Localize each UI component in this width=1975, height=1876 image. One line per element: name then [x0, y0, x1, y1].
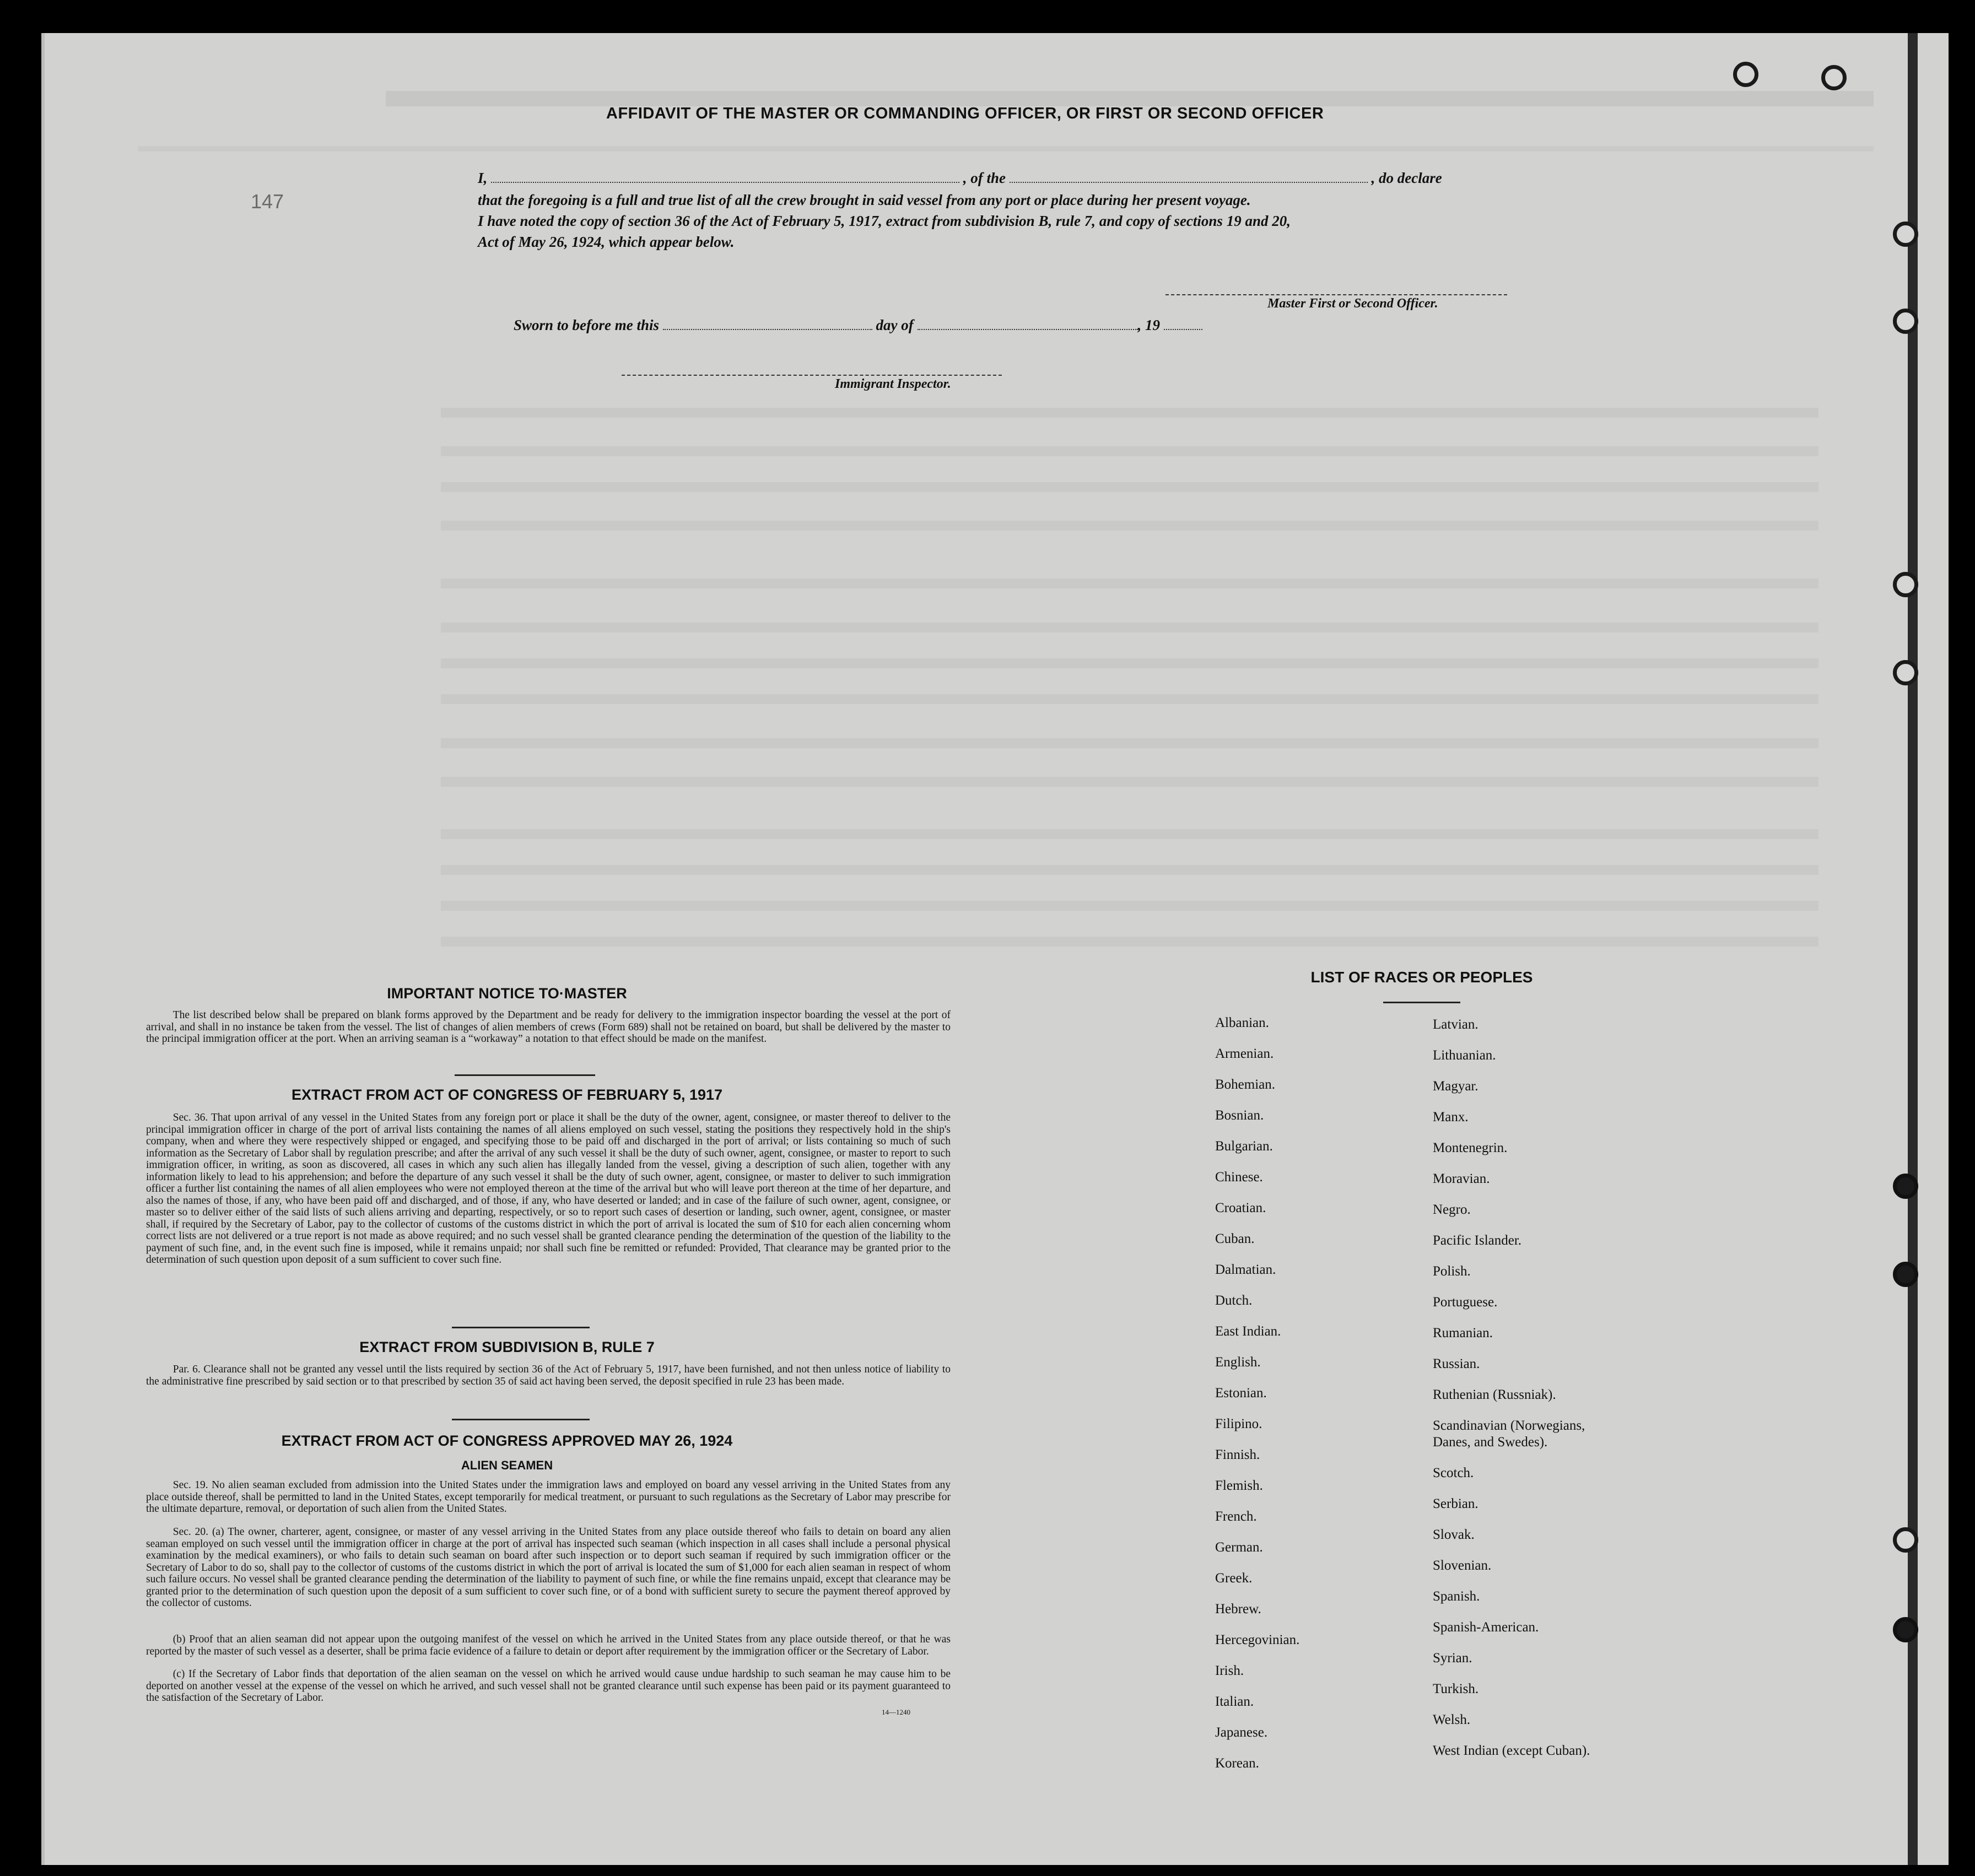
extract-1917-heading: EXTRACT FROM ACT OF CONGRESS OF FEBRUARY 5, 1917 — [291, 1086, 723, 1103]
sec20c-text: (c) If the Secretary of Labor finds that deportation of the alien seaman on the vessel on which he arrived would cause undue hardship to such seaman he may cause him to be deported on another vessel at the expense of the vessel on which he arrived, and such vessel shall not be granted clearance until such expense has been paid or its payment guaranteed to the satisfaction of the Secretary of Labor. — [146, 1668, 951, 1704]
race-item: East Indian. — [1215, 1324, 1281, 1339]
divider — [452, 1327, 590, 1328]
page-edge — [1908, 33, 1918, 1865]
sec20a-text: Sec. 20. (a) The owner, charterer, agent, consignee, or master of any vessel arriving in the United States from any place outside thereof who fails to detain on board any alien seaman employed on such vessel until the immigration officer in charge at the port of arrival has inspected such seaman (which inspection in all cases shall include a personal physical examination by the medical examiners), or who fails to detain such seaman on board after such inspection or to deport such seaman if required by such immigration officer or the Secretary of Labor to do so, shall pay to the collector of customs of the customs district in which the port of arrival is located the sum of $1,000 for each alien seaman in respect of whom such failure occurs. No vessel shall be granted clearance pending the determination of the liability to payment of such fine, or while the fine remains unpaid, except that clearance may be granted prior to the determination of such question upon the deposit of a sum sufficient to cover such fine, or of a bond with sufficient surety to secure the payment thereof approved by the collector of customs. — [146, 1526, 951, 1609]
race-item: Greek. — [1215, 1571, 1253, 1586]
binder-hole-icon — [1893, 1174, 1918, 1199]
race-item: Slovenian. — [1433, 1558, 1492, 1573]
race-item: Russian. — [1433, 1356, 1480, 1371]
master-signature-label: Master First or Second Officer. — [1267, 296, 1438, 311]
race-item: Armenian. — [1215, 1046, 1274, 1061]
binder-hole-icon — [1893, 572, 1918, 597]
master-signature-line[interactable] — [1165, 294, 1507, 295]
binder-hole-icon — [1733, 62, 1758, 87]
race-item: Irish. — [1215, 1663, 1244, 1678]
race-item: Magyar. — [1433, 1079, 1478, 1094]
race-item: Hercegovinian. — [1215, 1632, 1300, 1647]
race-item: Cuban. — [1215, 1231, 1255, 1246]
name-blank[interactable] — [491, 172, 959, 183]
notice-text: The list described below shall be prepared on blank forms approved by the Department and be ready for delivery to the immigration inspector boarding the vessel at the port of arrival, and shall in no instance be taken from the vessel. The list of changes of alien members of crews (Form 689) shall not be retained on board, but shall be delivered by the master to the principal immigration officer at the port. When an arriving seaman is a “workaway” a notation to that effect should be made on the manifest. — [146, 1009, 951, 1045]
binder-hole-icon — [1893, 1527, 1918, 1553]
race-item: Dalmatian. — [1215, 1262, 1276, 1277]
notice-heading: IMPORTANT NOTICE TO·MASTER — [387, 985, 627, 1002]
affidavit-title: AFFIDAVIT OF THE MASTER OR COMMANDING OFFICER, OR FIRST OR SECOND OFFICER — [606, 105, 1324, 122]
race-item: English. — [1215, 1355, 1261, 1370]
races-title: LIST OF RACES OR PEOPLES — [1310, 969, 1533, 986]
extract-1917-text: Sec. 36. That upon arrival of any vessel in the United States from any foreign port or place it shall be the duty of the owner, agent, consignee, or master thereof to deliver to the principal immigration officer in charge of the port of arrival lists containing the names of all aliens employed on such vessel, stating the positions they respectively hold in the ship's company, when and where they were respectively shipped or engaged, and specifying those to be paid off and discharged in the port of arrival; or lists containing so much of such information as the Secretary of Labor shall by regulation prescribe; and after the arrival of any such vessel it shall be the duty of such owner, agent, consignee, or master to report to such immigration officer, in writing, as soon as discovered, all cases in which any such alien has illegally landed from the vessel, giving a description of such alien, together with any information likely to lead to his apprehension; and before the departure of any such vessel it shall be the duty of such owner, agent, consignee, or master to deliver to such immigration officer a further list containing the names of all alien employees who were not employed thereon at the time of the arrival but who will leave port thereon at the time of her departure, and also the names of those, if any, who have been paid off and discharged, and of those, if any, who have deserted or landed; and in case of the failure of such owner, agent, consignee, or master so to deliver either of the said lists of such aliens arriving and departing, respectively, or so to report such cases of desertion or landing, such owner, agent, consignee, or master shall, if required by the Secretary of Labor, pay to the collector of customs of the customs district in which the port of arrival is located the sum of $10 for each alien concerning whom correct lists are not delivered or a true report is not made as above required; and no such vessel shall be granted clearance pending the determination of the question of the liability to the payment of such fine, and, in the event such fine is imposed, while it remains unpaid; nor shall such fine be remitted or refunded: Provided, That clearance may be granted prior to the determination of such question upon deposit of a sum sufficient to cover such fine. — [146, 1112, 951, 1266]
race-item: Japanese. — [1215, 1725, 1268, 1740]
race-item: Croatian. — [1215, 1201, 1266, 1215]
extract-1924-heading: EXTRACT FROM ACT OF CONGRESS APPROVED MAY 26, 1924 — [281, 1432, 733, 1449]
divider — [1383, 1002, 1460, 1003]
race-item: Korean. — [1215, 1756, 1259, 1771]
binder-hole-icon — [1821, 65, 1847, 90]
margin-page-number: 147 — [251, 190, 284, 213]
affidavit-line-3: I have noted the copy of section 36 of the Act of February 5, 1917, extract from subdivision B, rule 7, and copy of sections 19 and 20, — [478, 213, 1291, 229]
affidavit-line-4: Act of May 26, 1924, which appear below. — [478, 234, 735, 250]
race-item: Latvian. — [1433, 1017, 1478, 1032]
binder-hole-icon — [1893, 1262, 1918, 1287]
sworn-month-blank[interactable] — [918, 319, 1138, 330]
sec19-text: Sec. 19. No alien seaman excluded from admission into the United States under the immigration laws and employed on board any vessel arriving in the United States from any place outside thereof, shall be permitted to land in the United States, except temporarily for medical treatment, or pursuant to such regulations as the Secretary of Labor may prescribe for the ultimate departure, removal, or deportation of such alien from the United States. — [146, 1479, 951, 1515]
race-item: Hebrew. — [1215, 1602, 1261, 1617]
race-item: Spanish-American. — [1433, 1620, 1539, 1635]
race-item: Italian. — [1215, 1694, 1254, 1709]
alien-seamen-subheading: ALIEN SEAMEN — [461, 1458, 553, 1472]
binder-hole-icon — [1893, 221, 1918, 247]
race-item: Filipino. — [1215, 1417, 1262, 1431]
race-item: Scotch. — [1433, 1466, 1474, 1480]
race-item: Spanish. — [1433, 1589, 1480, 1604]
race-item: Albanian. — [1215, 1015, 1269, 1030]
race-item: Flemish. — [1215, 1478, 1263, 1493]
vessel-blank[interactable] — [1010, 172, 1368, 183]
race-item: German. — [1215, 1540, 1263, 1555]
race-item: Dutch. — [1215, 1293, 1253, 1308]
race-item: Danes, and Swedes). — [1433, 1435, 1548, 1450]
race-item: Syrian. — [1433, 1651, 1472, 1666]
binder-hole-icon — [1893, 309, 1918, 334]
race-item: Portuguese. — [1433, 1295, 1498, 1310]
race-item: Manx. — [1433, 1110, 1469, 1124]
race-item: Rumanian. — [1433, 1326, 1493, 1340]
sworn-year-blank[interactable] — [1164, 319, 1202, 330]
extract-rule7-text: Par. 6. Clearance shall not be granted any vessel until the lists required by section 36 of the Act of February 5, 1917, have been furnished, and not then unless notice of liability to the administrative fine prescribed by said section or to that prescribed by section 35 of said act having been served, the deposit specified in rule 23 has been made. — [146, 1364, 951, 1387]
race-item: Estonian. — [1215, 1386, 1267, 1401]
inspector-signature-line[interactable] — [622, 375, 1002, 376]
race-item: Bosnian. — [1215, 1108, 1264, 1123]
inspector-signature-label: Immigrant Inspector. — [835, 377, 951, 391]
divider — [455, 1074, 595, 1076]
race-item: French. — [1215, 1509, 1257, 1524]
race-item: Slovak. — [1433, 1527, 1475, 1542]
race-item: Welsh. — [1433, 1712, 1471, 1727]
race-item: Lithuanian. — [1433, 1048, 1496, 1063]
affidavit-line-1: I, , of the , do declare — [478, 170, 1442, 186]
race-item: Scandinavian (Norwegians, — [1433, 1418, 1585, 1433]
race-item: Finnish. — [1215, 1447, 1260, 1462]
race-item: Turkish. — [1433, 1682, 1479, 1696]
binder-hole-icon — [1893, 660, 1918, 685]
race-item: West Indian (except Cuban). — [1433, 1743, 1590, 1758]
race-item: Negro. — [1433, 1202, 1471, 1217]
race-item: Chinese. — [1215, 1170, 1263, 1185]
race-item: Bohemian. — [1215, 1077, 1276, 1092]
affidavit-line-2: that the foregoing is a full and true list of all the crew brought in said vessel from any port or place during her present voyage. — [478, 192, 1251, 208]
race-item: Bulgarian. — [1215, 1139, 1273, 1154]
sec20b-text: (b) Proof that an alien seaman did not appear upon the outgoing manifest of the vessel on which he arrived in the United States from any place outside thereof, or that he was reported by the master of such vessel as a deserter, shall be prima facie evidence of a failure to detain or deport after requirement by the immigration officer or the Secretary of Labor. — [146, 1634, 951, 1657]
divider — [452, 1419, 590, 1420]
race-item: Montenegrin. — [1433, 1140, 1508, 1155]
race-item: Polish. — [1433, 1264, 1471, 1279]
extract-rule7-heading: EXTRACT FROM SUBDIVISION B, RULE 7 — [359, 1339, 655, 1355]
race-item: Serbian. — [1433, 1496, 1478, 1511]
race-item: Pacific Islander. — [1433, 1233, 1522, 1248]
race-item: Moravian. — [1433, 1171, 1490, 1186]
sworn-day-blank[interactable] — [663, 319, 872, 330]
form-code: 14—1240 — [882, 1708, 910, 1716]
binder-hole-icon — [1893, 1617, 1918, 1642]
sworn-line: Sworn to before me this day of , 19 — [514, 315, 1588, 335]
race-item: Ruthenian (Russniak). — [1433, 1387, 1556, 1402]
